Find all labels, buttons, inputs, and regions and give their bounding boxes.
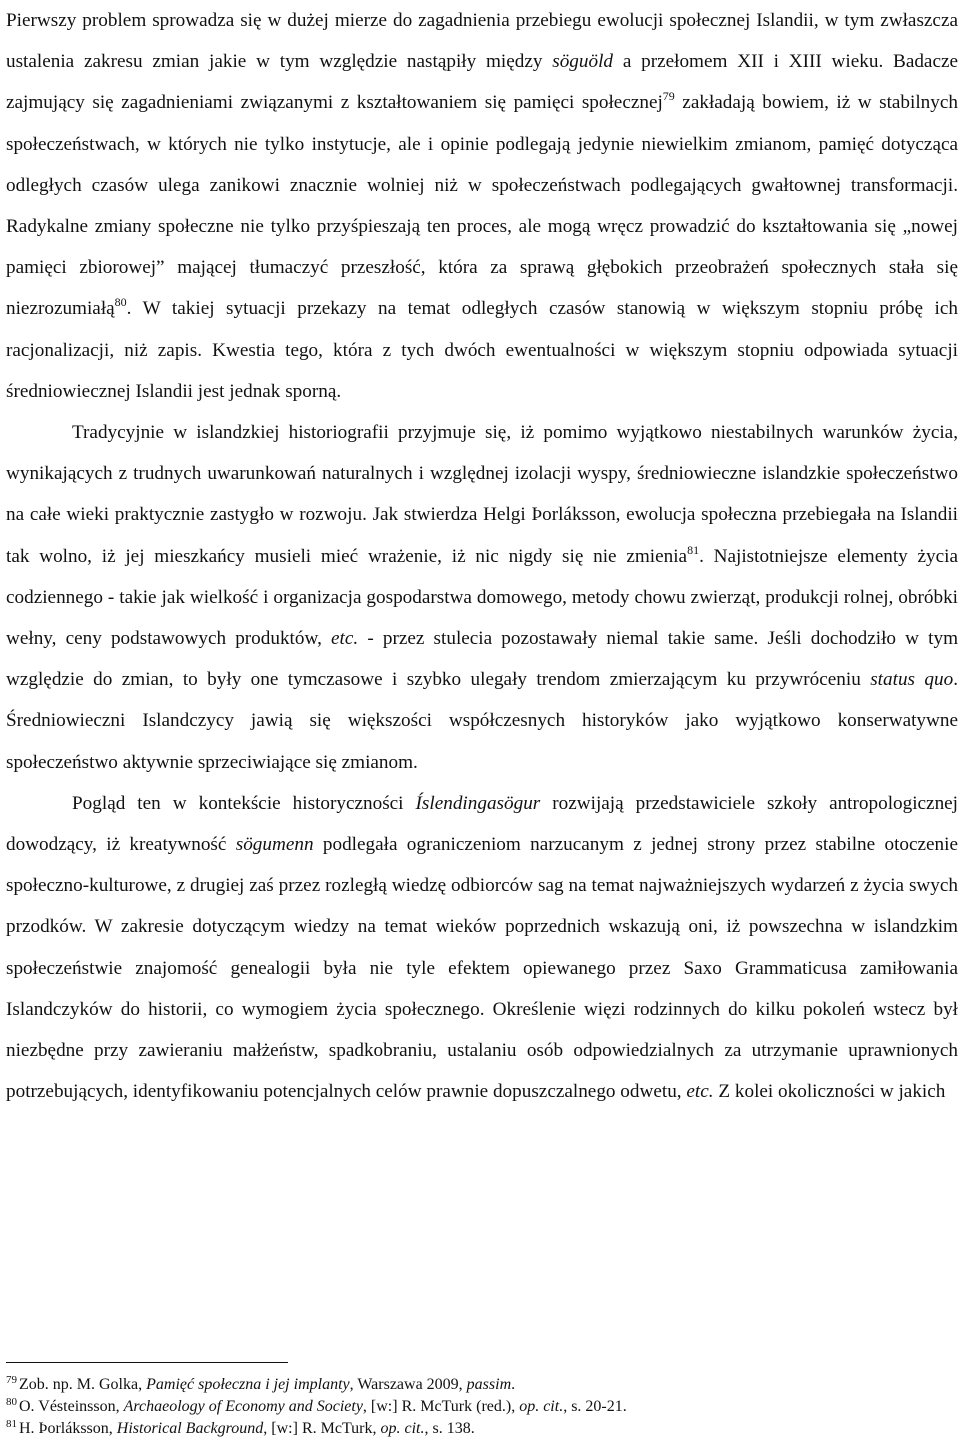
text-run: Zob. np. M. Golka, (19, 1376, 147, 1393)
paragraph (6, 0, 958, 412)
text-run: . Najistotniejsze elementy życia codziennego - takie jak wielkość i organizacja gospodarstwa domowego, metody chowu zwierząt, produkcji rolnej, obróbki wełny, ceny podstawowych produktów, (6, 545, 958, 650)
italic-text: Historical Background (116, 1420, 264, 1437)
text-run: Pierwszy problem sprowadza się w dużej mierze do zagadnienia przebiegu ewolucji społecznej Islandii, w tym zwłaszcza ustalenia zakresu zmian jakie w tym względzie nastąpiły między (6, 10, 958, 73)
footnote (6, 1418, 958, 1440)
text-run: , s. 138. (424, 1420, 475, 1437)
text-run: podlegała ograniczeniom narzucanym z jednej strony przez stabilne otoczenie społeczno-kulturowe, z drugiej zaś przez rozległą wiedzę odbiorców sag na temat najważniejszych wydarzeń z życia swych przodków. W zakresie dotyczącym wiedzy na temat wieków poprzednich wskazują oni, iż powszechna w islandzkim społeczeństwie znajomość genealogii była nie tyle efektem opiewanego przez Saxo Grammaticusa zamiłowania Islandczyków do historii, co wymogiem życia społecznego. Określenie więzi rodzinnych do kilku pokoleń wstecz był niezbędne przy zawieraniu małżeństw, spadkobraniu, ustalaniu osób odpowiedzialnych za utrzymanie uprawnionych potrzebujących, identyfikowaniu potencjalnych celów prawnie dopuszczalnego odwetu, (6, 834, 958, 1103)
text-run: , [w:] R. McTurk, (263, 1420, 381, 1437)
text-run: , [w:] R. McTurk (red.), (362, 1398, 520, 1415)
text-run: rozwijają przedstawiciele szkoły antropologicznej dowodzący, iż kreatywność (6, 792, 959, 856)
italic-text: söguöld (552, 51, 614, 73)
footnote-reference: 80 (114, 295, 127, 310)
paragraph (6, 783, 958, 1113)
text-run: . (511, 1376, 516, 1393)
footnote (6, 1374, 958, 1396)
footnote-number: 80 (6, 1396, 17, 1408)
text-run: . W takiej sytuacji przekazy na temat odległych czasów stanowią w większym stopniu próbę ich racjonalizacji, niż zapis. Kwestia tego, która z tych dwóch ewentualności w większym stopniu odpowiada sytuacji średniowiecznej Islandii jest jednak sporną. (6, 298, 958, 402)
italic-text: sögumenn (235, 834, 314, 856)
italic-text: etc. (686, 1081, 714, 1103)
italic-text: Archaeology of Economy and Society (123, 1398, 363, 1415)
footnote (6, 1396, 958, 1418)
text-run: O. Vésteinsson, (19, 1398, 124, 1415)
text-run: , Warszawa 2009, (349, 1376, 467, 1393)
footnote-number: 79 (6, 1374, 17, 1386)
text-run: , s. 20-21. (563, 1398, 627, 1415)
footnotes (6, 1374, 958, 1440)
text-run: Z kolei okoliczności w jakich (713, 1081, 946, 1103)
text-run: zakładają bowiem, iż w stabilnych społeczeństwach, w których nie tylko instytucje, ale i opinie podlegają jedynie niewielkim zmianom, pamięć dotycząca odległych czasów ulega zanikowi znacznie wolniej niż w społeczeństwach podlegających gwałtownej transformacji. Radykalne zmiany społeczne nie tylko przyśpieszają ten proces, ale mogą wręcz prowadzić do kształtowania się „nowej pamięci zbiorowej” mającej tłumaczyć przeszłość, która za sprawą głębokich przeobrażeń społecznych stała się niezrozumiałą (6, 92, 958, 320)
italic-text: op. cit. (380, 1420, 425, 1437)
text-run: Tradycyjnie w islandzkiej historiografii przyjmuje się, iż pomimo wyjątkowo niestabilnych warunków życia, wynikających z trudnych uwarunkowań naturalnych i względnej izolacji wyspy, średniowieczne islandzkie społeczeństwo na całe wieki praktycznie zastygło w rozwoju. Jak stwierdza Helgi Þorláksson, ewolucja społeczna przebiegała na Islandii tak wolno, iż jej mieszkańcy musieli mieć wrażenie, iż nic nigdy się nie zmienia (6, 422, 958, 567)
footnote-separator (6, 1362, 288, 1363)
body-text (6, 0, 958, 1112)
italic-text: Íslendingasögur (415, 792, 541, 814)
text-run: a przełomem XII i XIII wieku. Badacze zajmujący się zagadnieniami związanymi z kształtowaniem się pamięci społecznej (6, 51, 958, 114)
italic-text: op. cit. (519, 1398, 564, 1415)
italic-text: etc. (331, 628, 359, 650)
paragraph (6, 412, 958, 783)
footnote-reference: 81 (687, 542, 700, 557)
italic-text: status quo (870, 669, 954, 691)
italic-text: Pamięć społeczna i jej implanty (146, 1376, 350, 1393)
italic-text: passim (466, 1376, 512, 1393)
text-run: Pogląd ten w kontekście historyczności (72, 792, 416, 814)
footnote-number: 81 (6, 1418, 17, 1430)
text-run: . Średniowieczni Islandczycy jawią się większości współczesnych historyków jako wyjątkowo konserwatywne społeczeństwo aktywnie sprzeciwiające się zmianom. (6, 669, 958, 773)
footnote-reference: 79 (662, 89, 675, 104)
text-run: - przez stulecia pozostawały niemal takie same. Jeśli dochodziło w tym względzie do zmian, to były one tymczasowe i szybko ulegały trendom zmierzającym ku przywróceniu (6, 628, 958, 691)
text-run: H. Þorláksson, (19, 1420, 117, 1437)
